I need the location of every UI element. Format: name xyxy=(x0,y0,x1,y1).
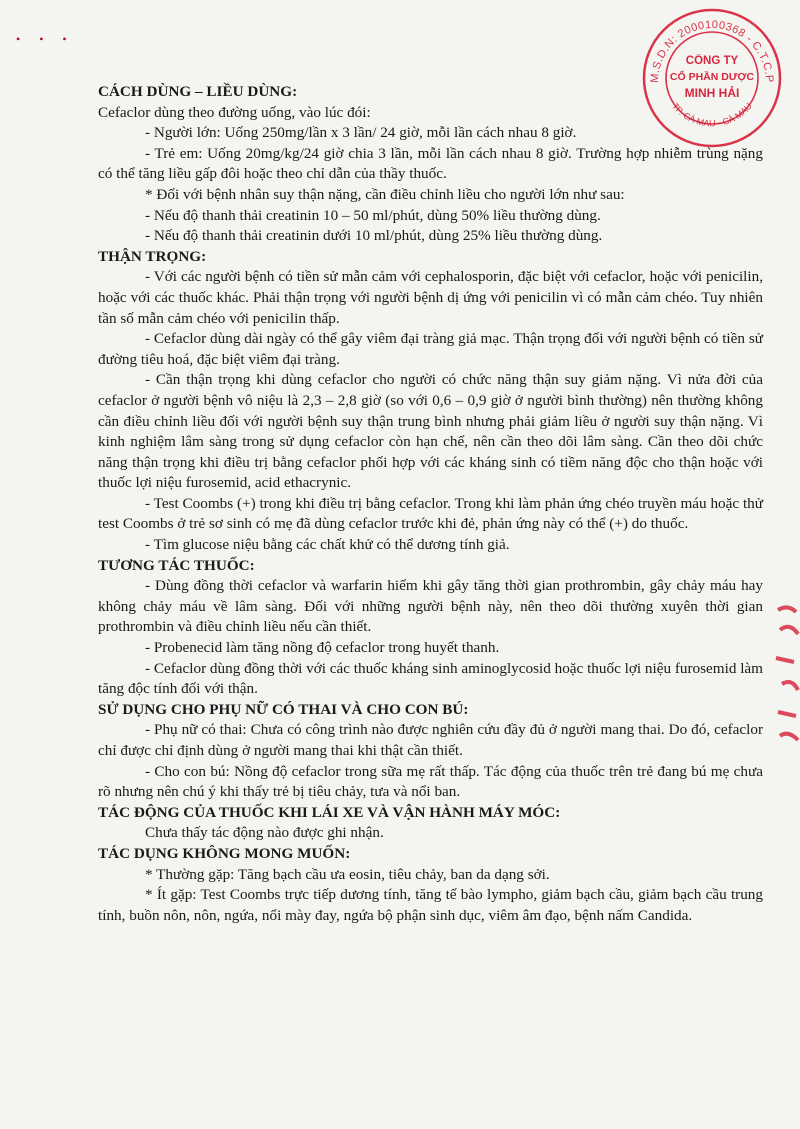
stamp-bottom-text: TP. CÀ MAU - CÀ MAU xyxy=(670,100,754,129)
paragraph: - Nếu độ thanh thải creatinin dưới 10 ml/phút, dùng 25% liều thường dùng. xyxy=(145,227,603,245)
paragraph: * Thường gặp: Tăng bạch cầu ưa eosin, tiêu chảy, ban da dạng sởi. xyxy=(145,865,550,883)
section xyxy=(98,700,763,803)
section xyxy=(98,556,763,700)
section-heading: SỬ DỤNG CHO PHỤ NỮ CÓ THAI VÀ CHO CON BÚ: xyxy=(98,700,469,718)
section-heading: CÁCH DÙNG – LIỀU DÙNG: xyxy=(98,83,298,100)
paragraph: - Với các người bệnh có tiền sử mẫn cảm với cephalosporin, đặc biệt với cefaclor, hoặc với penicilin, hoặc với các thuốc khác. Phải thận trọng với người bệnh dị ứng với penicilin vì có mẫn cảm chéo. Tuy nhiên tần số mẫn cảm chéo với penicilin thấp. xyxy=(98,268,763,327)
paragraph: - Người lớn: Uống 250mg/lần x 3 lần/ 24 giờ, mỗi lần cách nhau 8 giờ. xyxy=(145,124,577,142)
paragraph: Chưa thấy tác động nào được ghi nhận. xyxy=(145,824,384,842)
section xyxy=(98,82,763,247)
paragraph: - Probenecid làm tăng nồng độ cefaclor trong huyết thanh. xyxy=(145,639,500,657)
paragraph: - Cho con bú: Nồng độ cefaclor trong sữa mẹ rất thấp. Tác động của thuốc trên trẻ đang bú mẹ chưa rõ nhưng nên chú ý khi thấy trẻ bị tiêu chảy, tưa và nổi ban. xyxy=(98,762,763,801)
paragraph: - Phụ nữ có thai: Chưa có công trình nào được nghiên cứu đầy đủ ở người mang thai. Do đó, cefaclor chỉ được chỉ định dùng ở người mang thai khi thật cần thiết. xyxy=(98,721,763,759)
stamp-ring-text: M.S.D.N: 2000100368 - C.T.C.P xyxy=(648,18,776,84)
paragraph: * Đối với bệnh nhân suy thận nặng, cần điều chỉnh liều cho người lớn như sau: xyxy=(145,185,625,203)
paragraph: - Trẻ em: Uống 20mg/kg/24 giờ chia 3 lần, mỗi lần cách nhau 8 giờ. Trường hợp nhiễm trùng nặng có thể tăng liều gấp đôi hoặc theo chỉ dẫn của thầy thuốc. xyxy=(98,144,763,183)
paragraph: * Ít gặp: Test Coombs trực tiếp dương tính, tăng tế bào lympho, giảm bạch cầu, giảm bạch cầu trung tính, buồn nôn, nôn, ngứa, nổi mày đay, ngứa bộ phận sinh dục, viêm âm đạo, bệnh nấm Candida. xyxy=(98,886,763,924)
paragraph: - Cần thận trọng khi dùng cefaclor cho người có chức năng thận suy giảm nặng. Vì nửa đời của cefaclor ở người bệnh vô niệu là 2,3 – 2,8 giờ (so với 0,6 – 0,9 giờ ở người bình thường) nên thường không cần điều chỉnh liều đối với người bệnh suy thận trung bình nhưng phải giảm liều ở người suy thận nặng. Vì kinh nghiệm lâm sàng trong sử dụng cefaclor còn hạn chế, nên cần theo dõi lâm sàng. Cần theo dõi chức năng thận trọng khi điều trị bằng cefaclor phối hợp với các kháng sinh có tiềm năng độc cho thận hoặc với thuốc lợi niệu furosemid, acid ethacrynic. xyxy=(98,371,763,492)
stamp-line-1: CÔNG TY xyxy=(685,55,739,67)
paragraph: - Cefaclor dùng đồng thời với các thuốc kháng sinh aminoglycosid hoặc thuốc lợi niệu furosemid làm tăng độc tính đối với thận. xyxy=(98,659,763,698)
paragraph: Cefaclor dùng theo đường uống, vào lúc đói: xyxy=(98,103,371,121)
paragraph: - Tìm glucose niệu bằng các chất khử có thể dương tính giả. xyxy=(145,536,510,554)
section xyxy=(98,803,763,844)
section-heading: TÁC ĐỘNG CỦA THUỐC KHI LÁI XE VÀ VẬN HÀNH MÁY MÓC: xyxy=(98,803,561,821)
corner-marks: • • • xyxy=(16,32,75,46)
margin-stamp-fragment xyxy=(774,600,800,750)
section-heading: TÁC DỤNG KHÔNG MONG MUỐN: xyxy=(98,844,351,862)
section-heading: TƯƠNG TÁC THUỐC: xyxy=(98,556,255,574)
stamp-line-3: MINH HẢI xyxy=(684,86,740,100)
section xyxy=(98,844,763,926)
stamp-line-2: CỔ PHẦN DƯỢC xyxy=(669,71,755,83)
section-heading: THẬN TRỌNG: xyxy=(98,247,207,265)
section xyxy=(98,247,763,556)
paragraph: - Cefaclor dùng dài ngày có thể gây viêm đại tràng giả mạc. Thận trọng đối với người bệnh có tiền sử đường tiêu hoá, đặc biệt viêm đại tràng. xyxy=(98,330,763,368)
paragraph: - Test Coombs (+) trong khi điều trị bằng cefaclor. Trong khi làm phản ứng chéo truyền máu hoặc thử test Coombs ở trẻ sơ sinh có mẹ đã dùng cefaclor trước khi đẻ, phản ứng này có thể (+) do thuốc. xyxy=(98,494,763,533)
document-body xyxy=(98,82,763,926)
paragraph: - Nếu độ thanh thải creatinin 10 – 50 ml/phút, dùng 50% liều thường dùng. xyxy=(145,206,601,224)
paragraph: - Dùng đồng thời cefaclor và warfarin hiếm khi gây tăng thời gian prothrombin, gây chảy máu hay không chảy máu về lâm sàng. Đối với những người bệnh này, nên theo dõi thường xuyên thời gian prothrombin và điều chỉnh liều nếu cần thiết. xyxy=(98,577,763,636)
